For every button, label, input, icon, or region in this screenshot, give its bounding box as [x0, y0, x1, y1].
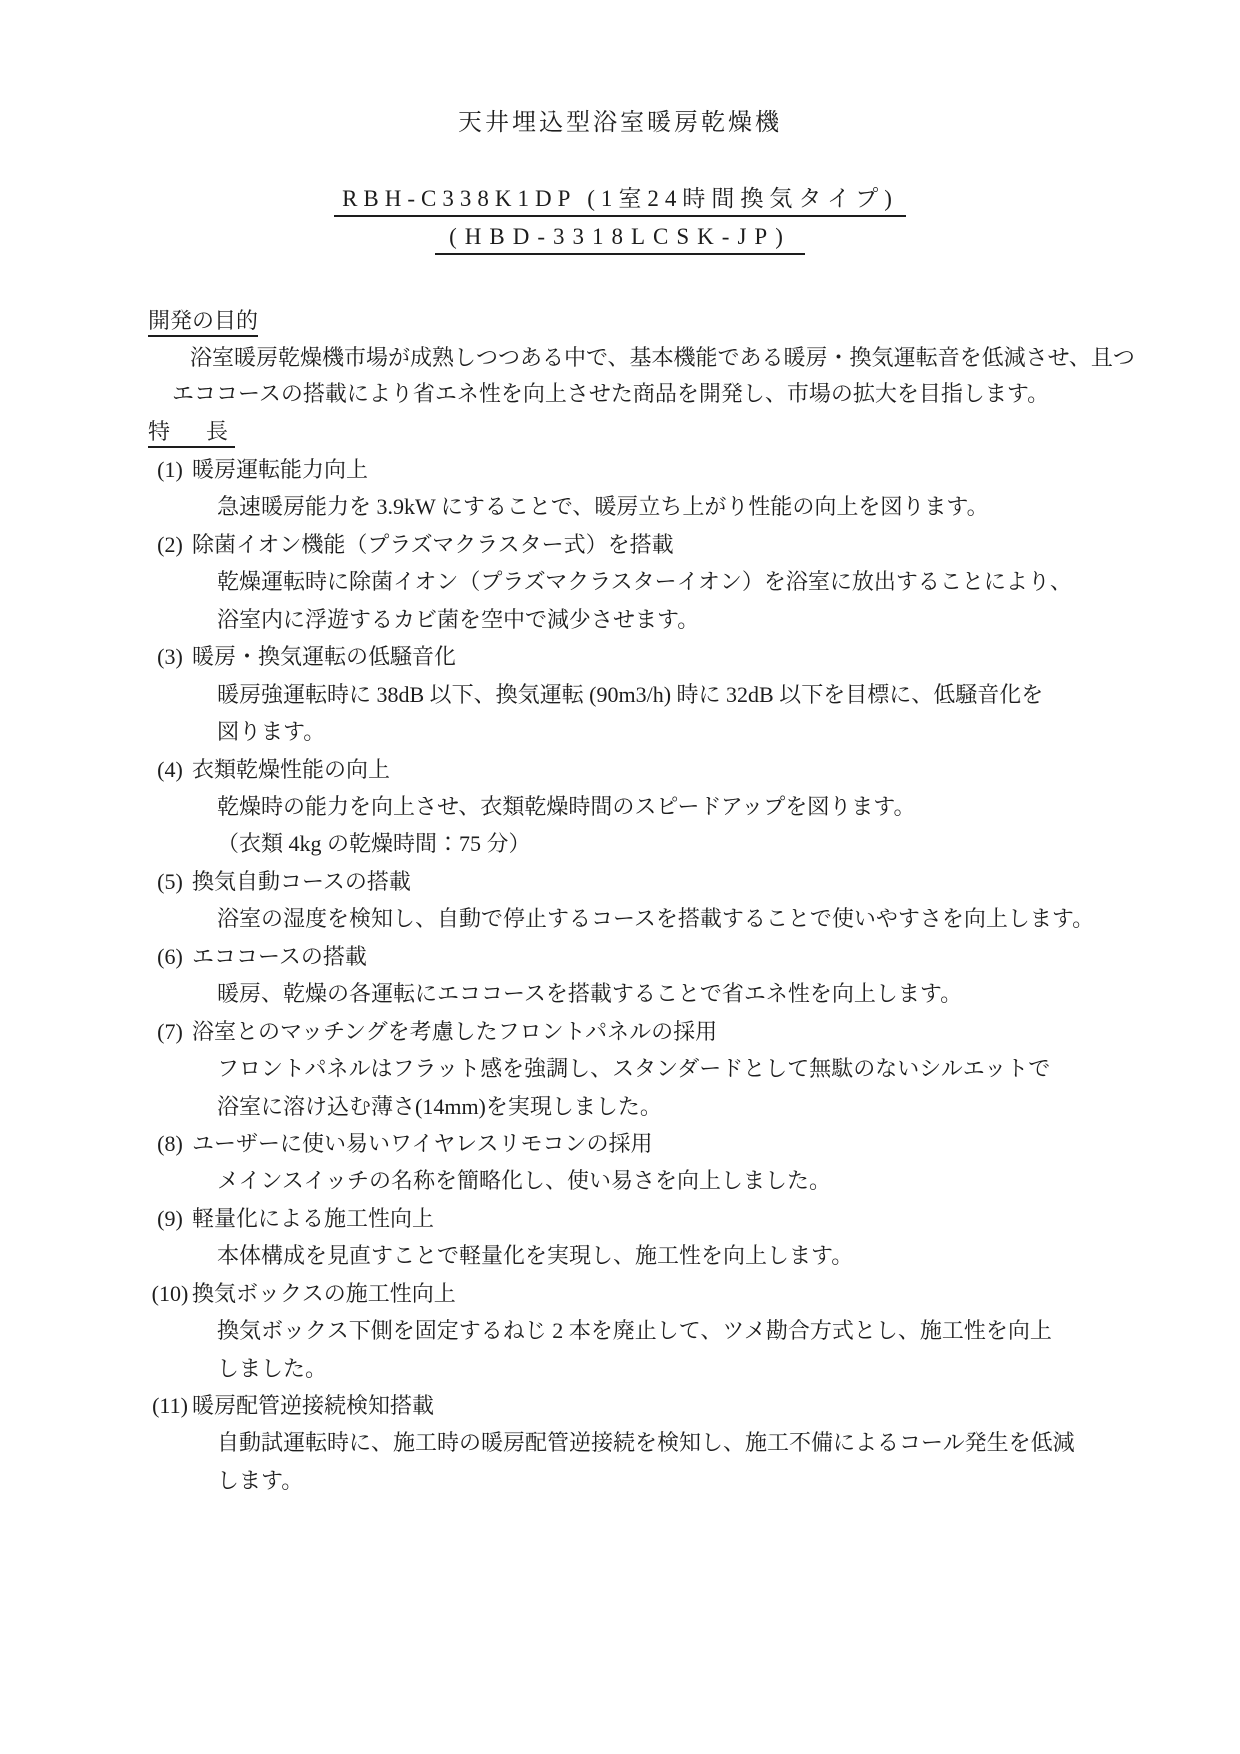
- feature-6-title: エココースの搭載: [192, 944, 367, 969]
- model-number-secondary-text: (HBD-3318LCSK-JP): [435, 224, 805, 255]
- feature-10-heading: [148, 1279, 456, 1309]
- feature-2-number: (2): [157, 532, 183, 557]
- page-title: [0, 108, 1240, 138]
- feature-2-title: 除菌イオン機能（プラズマクラスター式）を搭載: [192, 532, 674, 557]
- model-number-secondary: [0, 222, 1240, 252]
- purpose-paragraph-line-1: 浴室暖房乾燥機市場が成熟しつつある中で、基本機能である暖房・換気運転音を低減させ、且つ: [190, 345, 1135, 370]
- feature-9-heading: [148, 1204, 434, 1234]
- feature-5-heading: [148, 867, 411, 897]
- feature-4-title: 衣類乾燥性能の向上: [192, 757, 391, 782]
- feature-8-title: ユーザーに使い易いワイヤレスリモコンの採用: [192, 1131, 653, 1156]
- feature-5-detail: 浴室の湿度を検知し、自動で停止するコースを搭載することで使いやすさを向上します。: [217, 906, 1095, 931]
- feature-3-title: 暖房・換気運転の低騒音化: [192, 644, 457, 669]
- feature-3-detail-line-1: 暖房強運転時に 38dB 以下、換気運転 (90m3/h) 時に 32dB 以下を目標に、低騒音化を: [217, 682, 1044, 707]
- feature-11-number: (11): [152, 1393, 188, 1418]
- feature-11-detail-line-1: 自動試運転時に、施工時の暖房配管逆接続を検知し、施工不備によるコール発生を低減: [217, 1430, 1075, 1455]
- page-title-text: 天井埋込型浴室暖房乾燥機: [458, 110, 782, 136]
- feature-5-title: 換気自動コースの搭載: [192, 869, 411, 894]
- feature-6-detail: 暖房、乾燥の各運転にエココースを搭載することで省エネ性を向上します。: [217, 981, 963, 1006]
- feature-4-detail-line-1: 乾燥時の能力を向上させ、衣類乾燥時間のスピードアップを図ります。: [217, 794, 916, 819]
- feature-7-detail-line-2: 浴室に溶け込む薄さ(14mm)を実現しました。: [217, 1094, 662, 1119]
- section-heading-features: 特 長: [148, 417, 235, 447]
- feature-9-detail: 本体構成を見直すことで軽量化を実現し、施工性を向上します。: [217, 1243, 854, 1268]
- feature-2-detail-line-2: 浴室内に浮遊するカビ菌を空中で減少させます。: [217, 607, 700, 632]
- feature-4-number: (4): [157, 757, 183, 782]
- feature-7-title: 浴室とのマッチングを考慮したフロントパネルの採用: [192, 1019, 718, 1044]
- model-number-primary: [0, 184, 1240, 214]
- feature-1-detail: 急速暖房能力を 3.9kW にすることで、暖房立ち上がり性能の向上を図ります。: [217, 494, 989, 519]
- feature-4-detail-line-2: （衣類 4kg の乾燥時間：75 分）: [217, 831, 531, 856]
- feature-5-number: (5): [157, 869, 183, 894]
- section-heading-purpose: 開発の目的: [148, 306, 258, 336]
- feature-1-title: 暖房運転能力向上: [192, 457, 369, 482]
- feature-6-heading: [148, 942, 367, 972]
- model-number-primary-text: RBH-C338K1DP (1室24時間換気タイプ): [334, 186, 906, 217]
- feature-2-heading: [148, 530, 674, 560]
- feature-1-number: (1): [157, 457, 183, 482]
- feature-11-heading: [148, 1391, 434, 1421]
- feature-3-number: (3): [157, 644, 183, 669]
- feature-11-detail-line-2: します。: [217, 1468, 304, 1493]
- feature-7-detail-line-1: フロントパネルはフラット感を強調し、スタンダードとして無駄のないシルエットで: [217, 1056, 1051, 1081]
- feature-9-title: 軽量化による施工性向上: [192, 1206, 435, 1231]
- feature-7-number: (7): [157, 1019, 183, 1044]
- feature-10-detail-line-2: しました。: [217, 1356, 328, 1381]
- feature-8-heading: [148, 1129, 652, 1159]
- feature-4-heading: [148, 755, 390, 785]
- feature-11-title: 暖房配管逆接続検知搭載: [192, 1393, 435, 1418]
- feature-9-number: (9): [157, 1206, 183, 1231]
- feature-3-detail-line-2: 図ります。: [217, 719, 326, 744]
- feature-3-heading: [148, 642, 456, 672]
- feature-6-number: (6): [157, 944, 183, 969]
- feature-8-detail: メインスイッチの名称を簡略化し、使い易さを向上しました。: [217, 1168, 832, 1193]
- feature-7-heading: [148, 1017, 717, 1047]
- feature-1-heading: [148, 455, 368, 485]
- purpose-paragraph-line-2: エココースの搭載により省エネ性を向上させた商品を開発し、市場の拡大を目指します。: [172, 381, 1050, 406]
- feature-8-number: (8): [157, 1131, 183, 1156]
- feature-2-detail-line-1: 乾燥運転時に除菌イオン（プラズマクラスターイオン）を浴室に放出することにより、: [217, 569, 1072, 594]
- feature-10-title: 換気ボックスの施工性向上: [192, 1281, 456, 1306]
- feature-10-detail-line-1: 換気ボックス下側を固定するねじ 2 本を廃止して、ツメ勘合方式とし、施工性を向上: [217, 1318, 1052, 1343]
- feature-10-number: (10): [151, 1281, 189, 1306]
